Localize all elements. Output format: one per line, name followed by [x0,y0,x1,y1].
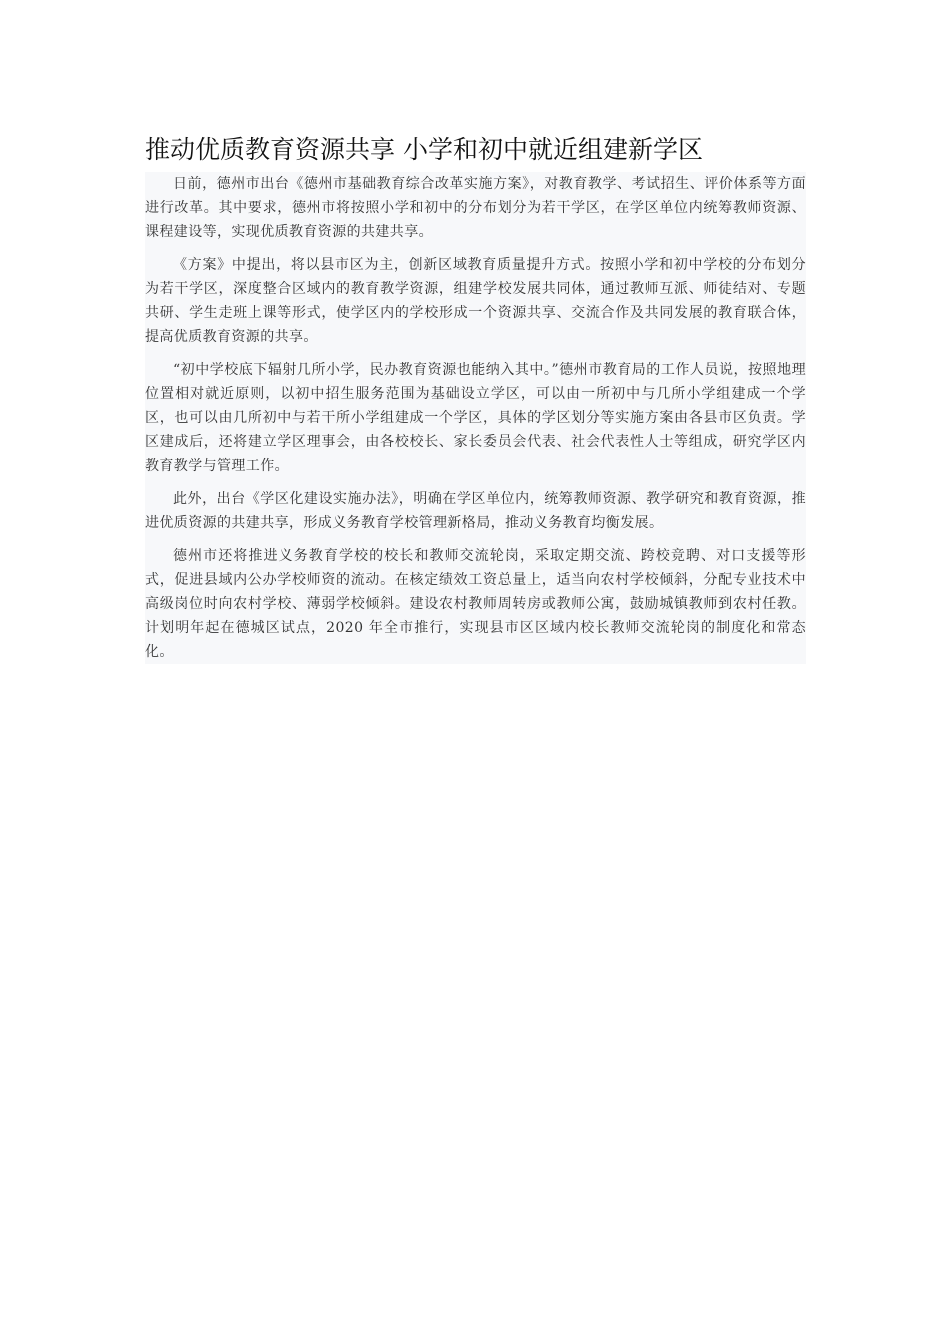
article-title: 推动优质教育资源共享 小学和初中就近组建新学区 [145,135,703,164]
article [145,132,806,664]
paragraph-4: 此外，出台《学区化建设实施办法》，明确在学区单位内，统筹教师资源、教学研究和教育资源，推进优质资源的共建共享，形成义务教育学校管理新格局，推动义务教育均衡发展。 [145,491,806,531]
paragraph-1: 日前，德州市出台《德州市基础教育综合改革实施方案》，对教育教学、考试招生、评价体系等方面进行改革。其中要求，德州市将按照小学和初中的分布划分为若干学区，在学区单位内统筹教师资源、课程建设等，实现优质教育资源的共建共享。 [145,176,806,240]
paragraph-2: 《方案》中提出，将以县市区为主，创新区域教育质量提升方式。按照小学和初中学校的分布划分为若干学区，深度整合区域内的教育教学资源，组建学校发展共同体，通过教师互派、师徒结对、专题共研、学生走班上课等形式，使学区内的学校形成一个资源共享、交流合作及共同发展的教育联合体，提高优质教育资源的共享。 [145,257,806,345]
paragraph-5: 德州市还将推进义务教育学校的校长和教师交流轮岗，采取定期交流、跨校竞聘、对口支援等形式，促进县域内公办学校师资的流动。在核定绩效工资总量上，适当向农村学校倾斜，分配专业技术中高级岗位时向农村学校、薄弱学校倾斜。建设农村教师周转房或教师公寓，鼓励城镇教师到农村任教。计划明年起在德城区试点，2020 年全市推行，实现县市区区域内校长教师交流轮岗的制度化和常态化。 [145,548,806,660]
article-body [145,172,806,664]
paragraph-3: “初中学校底下辐射几所小学，民办教育资源也能纳入其中。”德州市教育局的工作人员说，按照地理位置相对就近原则，以初中招生服务范围为基础设立学区，可以由一所初中与几所小学组建成一个学区，也可以由几所初中与若干所小学组建成一个学区，具体的学区划分等实施方案由各县市区负责。学区建成后，还将建立学区理事会，由各校校长、家长委员会代表、社会代表性人士等组成，研究学区内教育教学与管理工作。 [145,362,806,474]
